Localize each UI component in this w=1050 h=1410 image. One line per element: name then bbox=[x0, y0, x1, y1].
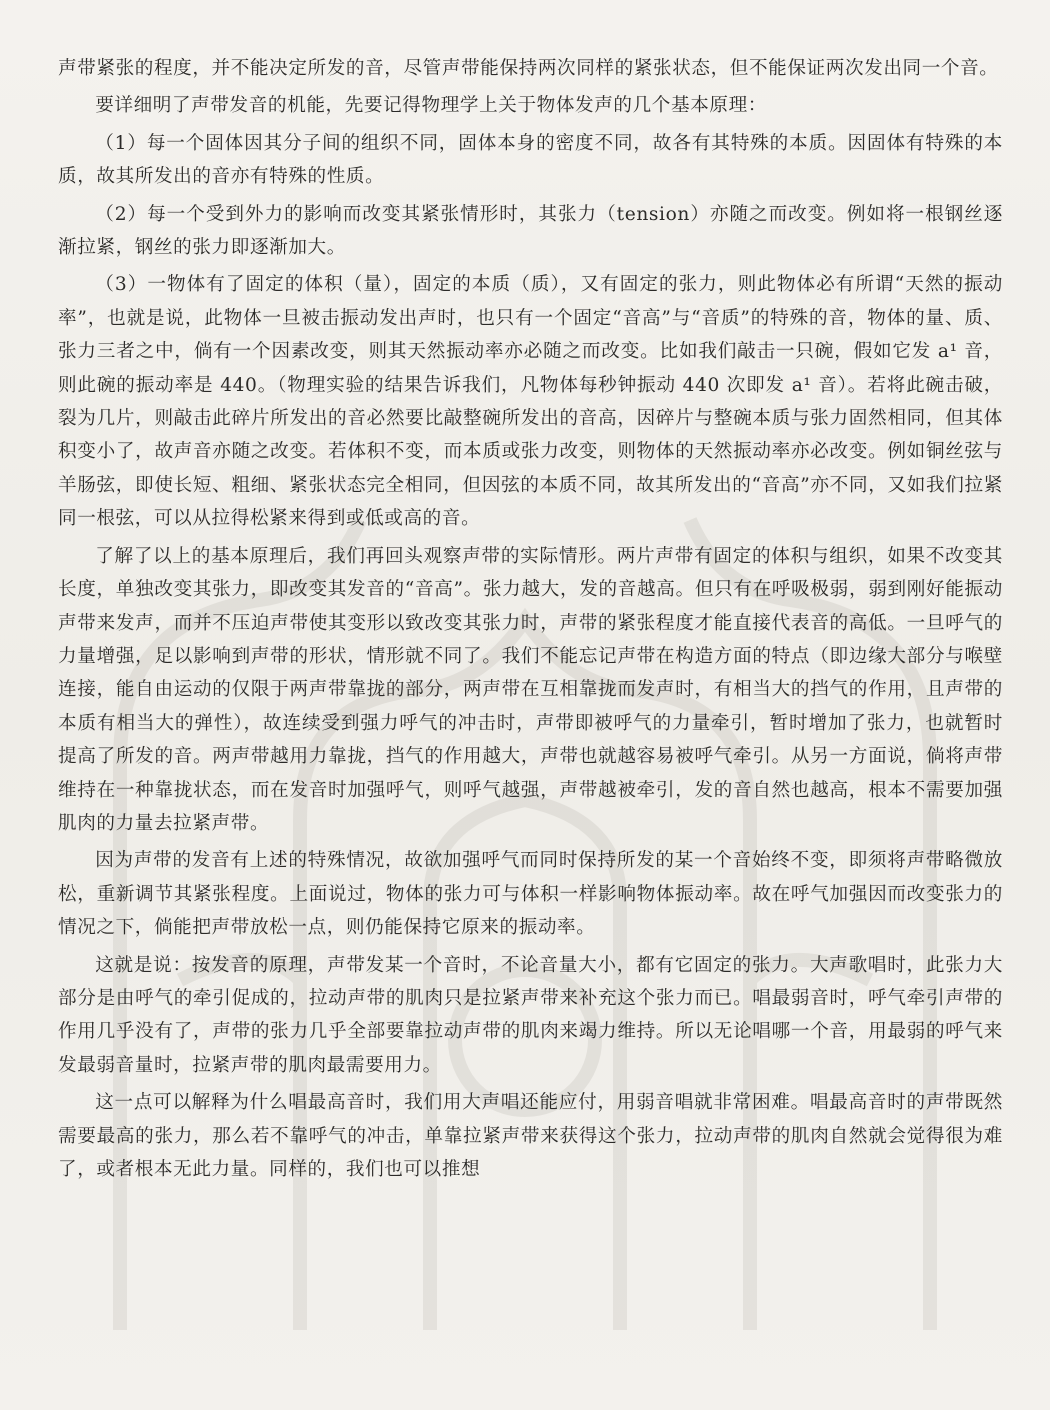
paragraph-1: 声带紧张的程度，并不能决定所发的音，尽管声带能保持两次同样的紧张状态，但不能保证两次发出同一个音。 bbox=[58, 58, 999, 79]
paragraph-5: （3）一物体有了固定的体积（量），固定的本质（质），又有固定的张力，则此物体必有所谓“天然的振动率”，也就是说，此物体一旦被击振动发出声时，也只有一个固定“音高”与“音质”的特殊的音，物体的量、质、张力三者之中，倘有一个因素改变，则其天然振动率亦必随之而改变。比如我们敲击一只碗，假如它发 a¹ 音，则此碗的振动率是 440。（物理实验的结果告诉我们，凡物体每秒钟振动 440 次即发 a¹ 音）。若将此碗击破，裂为几片，则敲击此碎片所发出的音必然要比敲整碗所发出的音高，因碎片与整碗本质与张力固然相同，但其体积变小了，故声音亦随之改变。若体积不变，而本质或张力改变，则物体的天然振动率亦必改变。例如铜丝弦与羊肠弦，即使长短、粗细、紧张状态完全相同，但因弦的本质不同，故其所发出的“音高”亦不同，又如我们拉紧同一根弦，可以从拉得松紧来得到或低或高的音。 bbox=[58, 274, 1003, 530]
body-text bbox=[58, 52, 1003, 1190]
paragraph-4: （2）每一个受到外力的影响而改变其紧张情形时，其张力（tension）亦随之而改变。例如将一根钢丝逐渐拉紧，钢丝的张力即逐渐加大。 bbox=[58, 203, 1003, 259]
paragraph-6: 了解了以上的基本原理后，我们再回头观察声带的实际情形。两片声带有固定的体积与组织，如果不改变其长度，单独改变其张力，即改变其发音的“音高”。张力越大，发的音越高。但只有在呼吸极弱，弱到刚好能振动声带来发声，而并不压迫声带使其变形以致改变其张力时，声带的紧张程度才能直接代表音的高低。一旦呼气的力量增强，足以影响到声带的形状，情形就不同了。我们不能忘记声带在构造方面的特点（即边缘大部分与喉壁连接，能自由运动的仅限于两声带靠拢的部分，两声带在互相靠拢而发声时，有相当大的挡气的作用，且声带的本质有相当大的弹性），故连续受到强力呼气的冲击时，声带即被呼气的力量牵引，暂时增加了张力，也就暂时提高了所发的音。两声带越用力靠拢，挡气的作用越大，声带也就越容易被呼气牵引。从另一方面说，倘将声带维持在一种靠拢状态，而在发音时加强呼气，则呼气越强，声带越被牵引，发的音自然也越高，根本不需要加强肌肉的力量去拉紧声带。 bbox=[58, 545, 1003, 834]
paragraph-8: 这就是说：按发音的原理，声带发某一个音时，不论音量大小，都有它固定的张力。大声歌唱时，此张力大部分是由呼气的牵引促成的，拉动声带的肌肉只是拉紧声带来补充这个张力而已。唱最弱音时，呼气牵引声带的作用几乎没有了，声带的张力几乎全部要靠拉动声带的肌肉来竭力维持。所以无论唱哪一个音，用最弱的呼气来发最弱音量时，拉紧声带的肌肉最需要用力。 bbox=[58, 954, 1003, 1076]
paragraph-2: 要详细明了声带发音的机能，先要记得物理学上关于物体发声的几个基本原理： bbox=[95, 95, 767, 117]
paragraph-9: 这一点可以解释为什么唱最高音时，我们用大声唱还能应付，用弱音唱就非常困难。唱最高音时的声带既然需要最高的张力，那么若不靠呼气的冲击，单靠拉紧声带来获得这个张力，拉动声带的肌肉自然就会觉得很为难了，或者根本无此力量。同样的，我们也可以推想 bbox=[58, 1092, 1003, 1180]
paragraph-3: （1）每一个固体因其分子间的组织不同，固体本身的密度不同，故各有其特殊的本质。因固体有特殊的本质，故其所发出的音亦有特殊的性质。 bbox=[58, 132, 1003, 188]
paragraph-7: 因为声带的发音有上述的特殊情况，故欲加强呼气而同时保持所发的某一个音始终不变，即须将声带略微放松，重新调节其紧张程度。上面说过，物体的张力可与体积一样影响物体振动率。故在呼气加强因而改变张力的情况之下，倘能把声带放松一点，则仍能保持它原来的振动率。 bbox=[58, 850, 1003, 939]
